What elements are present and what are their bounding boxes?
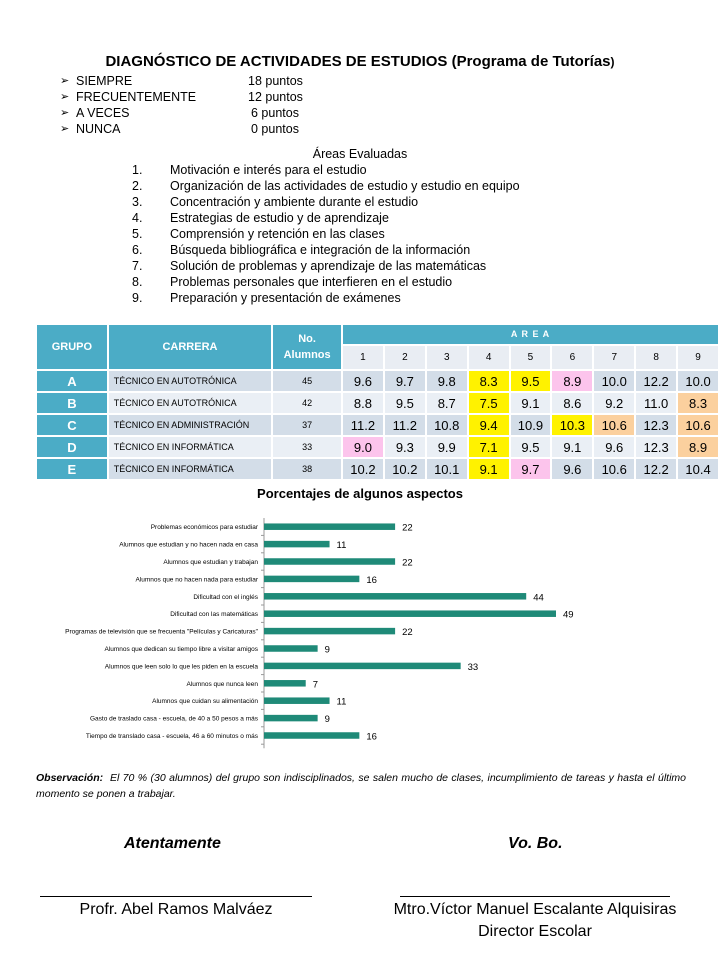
- category-label: Dificultad con las matemáticas: [170, 611, 258, 619]
- area-number-header: 7: [593, 345, 635, 370]
- area-score-cell: 10.6: [593, 458, 635, 480]
- area-number: 7.: [132, 259, 143, 273]
- category-label: Alumnos que nunca leen: [186, 680, 258, 688]
- bar: [264, 680, 306, 687]
- area-score-cell: 9.8: [426, 370, 468, 392]
- alumnos-cell: 38: [272, 458, 342, 480]
- area-text: Organización de las actividades de estudio y estudio en equipo: [170, 179, 520, 193]
- alumnos-cell: 42: [272, 392, 342, 414]
- area-score-cell: 9.7: [510, 458, 552, 480]
- value-label: 49: [563, 609, 574, 621]
- area-item: [132, 162, 520, 178]
- scale-label: A VECES: [76, 106, 130, 120]
- area-score-cell: 9.0: [342, 436, 384, 458]
- area-score-cell: 10.6: [677, 414, 719, 436]
- area-score-cell: 9.6: [342, 370, 384, 392]
- value-label: 16: [366, 574, 377, 586]
- value-label: 16: [366, 731, 377, 743]
- area-number: 2.: [132, 179, 143, 193]
- value-label: 22: [402, 627, 413, 639]
- bar-chart: [0, 512, 720, 752]
- area-number: 8.: [132, 275, 143, 289]
- bar: [264, 628, 395, 635]
- group-cell: D: [36, 436, 108, 458]
- area-score-cell: 10.0: [677, 370, 719, 392]
- arrow-bullet-icon: ➢: [60, 75, 70, 87]
- area-item: [132, 178, 520, 194]
- header-carrera: CARRERA: [108, 324, 272, 370]
- area-score-cell: 7.1: [468, 436, 510, 458]
- observation-text: El 70 % (30 alumnos) del grupo son indisciplinados, se salen mucho de clases, incumplimiento de tareas y hasta el último momento se ponen a trabajar.: [36, 772, 686, 800]
- area-score-cell: 10.0: [593, 370, 635, 392]
- table-row: [36, 414, 719, 436]
- area-text: Solución de problemas y aprendizaje de las matemáticas: [170, 259, 487, 273]
- header-area: A R E A: [342, 324, 719, 345]
- category-label: Problemas económicos para estudiar: [150, 524, 258, 532]
- arrow-bullet-icon: ➢: [60, 107, 70, 119]
- areas-heading: Áreas Evaluadas: [312, 147, 408, 161]
- area-score-cell: 8.6: [551, 392, 593, 414]
- alumnos-cell: 45: [272, 370, 342, 392]
- bar: [264, 576, 359, 583]
- area-number: 5.: [132, 227, 143, 241]
- results-table: [35, 323, 720, 481]
- area-score-cell: 9.3: [384, 436, 426, 458]
- carrera-cell: TÉCNICO EN AUTOTRÓNICA: [108, 370, 272, 392]
- area-text: Estrategias de estudio y de aprendizaje: [170, 211, 389, 225]
- scoring-scale: [60, 73, 303, 137]
- area-score-cell: 8.7: [426, 392, 468, 414]
- bar: [264, 541, 330, 548]
- area-score-cell: 8.3: [677, 392, 719, 414]
- area-score-cell: 9.7: [384, 370, 426, 392]
- scale-points: 18 puntos: [248, 74, 303, 88]
- area-score-cell: 9.6: [551, 458, 593, 480]
- area-number-header: 5: [510, 345, 552, 370]
- bar: [264, 715, 318, 722]
- area-score-cell: 9.2: [593, 392, 635, 414]
- signature-line-left: [40, 896, 312, 897]
- header-alumnos: [272, 324, 342, 370]
- scale-row: [60, 121, 303, 137]
- group-cell: A: [36, 370, 108, 392]
- observation-label: Observación:: [36, 772, 104, 784]
- header-alumnos-line1: No.: [298, 333, 316, 345]
- table-row: [36, 370, 719, 392]
- area-score-cell: 8.8: [342, 392, 384, 414]
- area-number-header: 3: [426, 345, 468, 370]
- title-close: ): [610, 55, 615, 69]
- value-label: 44: [533, 592, 544, 604]
- category-label: Gasto de traslado casa - escuela, de 40 a 50 pesos a más: [89, 715, 258, 723]
- area-score-cell: 9.5: [510, 436, 552, 458]
- carrera-cell: TÉCNICO EN ADMINISTRACIÓN: [108, 414, 272, 436]
- area-item: [132, 290, 520, 306]
- area-text: Búsqueda bibliográfica e integración de la información: [170, 243, 471, 257]
- group-cell: B: [36, 392, 108, 414]
- area-number: 4.: [132, 211, 143, 225]
- area-number: 6.: [132, 243, 143, 257]
- value-label: 33: [467, 661, 479, 673]
- area-number-header: 6: [551, 345, 593, 370]
- title-main: DIAGNÓSTICO DE ACTIVIDADES DE ESTUDIOS (Programa de Tutorías: [105, 53, 611, 70]
- area-score-cell: 10.1: [426, 458, 468, 480]
- area-text: Preparación y presentación de exámenes: [170, 291, 401, 305]
- alumnos-cell: 33: [272, 436, 342, 458]
- area-score-cell: 10.2: [384, 458, 426, 480]
- area-score-cell: 9.4: [468, 414, 510, 436]
- value-label: 11: [336, 540, 347, 552]
- area-number: 1.: [132, 163, 143, 177]
- value-label: 22: [402, 522, 413, 534]
- area-item: [132, 274, 520, 290]
- scale-row: [60, 73, 303, 89]
- category-label: Tiempo de translado casa - escuela, 46 a 60 minutos o más: [85, 733, 258, 740]
- alumnos-cell: 37: [272, 414, 342, 436]
- header-grupo: GRUPO: [36, 324, 108, 370]
- carrera-cell: TÉCNICO EN INFORMÁTICA: [108, 436, 272, 458]
- area-number: 3.: [132, 195, 143, 209]
- area-score-cell: 12.2: [635, 370, 677, 392]
- area-score-cell: 9.6: [593, 436, 635, 458]
- bar: [264, 523, 395, 530]
- area-score-cell: 9.1: [510, 392, 552, 414]
- value-label: 9: [324, 714, 330, 726]
- observation: [36, 770, 686, 802]
- category-label: Alumnos que estudian y no hacen nada en casa: [119, 541, 258, 549]
- bar: [264, 697, 330, 704]
- area-score-cell: 10.9: [510, 414, 552, 436]
- areas-list: [132, 162, 520, 306]
- bar: [264, 593, 526, 600]
- table-row: [36, 392, 719, 414]
- category-label: Alumnos que cuidan su alimentación: [152, 698, 258, 706]
- category-label: Alumnos que estudian y trabajan: [163, 559, 258, 566]
- value-label: 11: [336, 696, 347, 708]
- area-score-cell: 9.9: [426, 436, 468, 458]
- area-number-header: 1: [342, 345, 384, 370]
- area-text: Concentración y ambiente durante el estudio: [170, 195, 419, 209]
- bar: [264, 610, 556, 617]
- value-label: 9: [324, 644, 330, 656]
- scale-row: [60, 89, 303, 105]
- signer-right-name: Mtro.Víctor Manuel Escalante Alquisiras: [393, 901, 677, 918]
- category-label: Alumnos que no hacen nada para estudiar: [135, 576, 258, 584]
- area-score-cell: 12.2: [635, 458, 677, 480]
- scale-label: NUNCA: [76, 122, 121, 136]
- area-score-cell: 11.2: [384, 414, 426, 436]
- bar: [264, 558, 395, 565]
- area-score-cell: 9.1: [551, 436, 593, 458]
- bar: [264, 663, 461, 670]
- area-score-cell: 9.5: [510, 370, 552, 392]
- area-score-cell: 9.1: [468, 458, 510, 480]
- area-score-cell: 8.3: [468, 370, 510, 392]
- area-number-header: 9: [677, 345, 719, 370]
- area-score-cell: 12.3: [635, 414, 677, 436]
- closing-atentamente: Atentamente: [124, 835, 221, 852]
- area-item: [132, 194, 520, 210]
- scale-row: [60, 105, 303, 121]
- area-text: Comprensión y retención en las clases: [170, 227, 385, 241]
- area-score-cell: 11.0: [635, 392, 677, 414]
- group-cell: C: [36, 414, 108, 436]
- area-score-cell: 10.8: [426, 414, 468, 436]
- area-item: [132, 242, 520, 258]
- bar: [264, 645, 318, 652]
- category-label: Alumnos que dedican su tiempo libre a visitar amigos: [104, 646, 258, 653]
- area-number-header: 4: [468, 345, 510, 370]
- area-number-header: 8: [635, 345, 677, 370]
- area-score-cell: 10.2: [342, 458, 384, 480]
- area-score-cell: 9.5: [384, 392, 426, 414]
- signer-right-role: Director Escolar: [478, 923, 592, 940]
- area-score-cell: 8.9: [677, 436, 719, 458]
- category-label: Programas de televisión que se frecuenta "Películas y Caricaturas": [65, 628, 258, 636]
- area-score-cell: 10.4: [677, 458, 719, 480]
- arrow-bullet-icon: ➢: [60, 123, 70, 135]
- carrera-cell: TÉCNICO EN AUTOTRÓNICA: [108, 392, 272, 414]
- area-score-cell: 11.2: [342, 414, 384, 436]
- scale-label: FRECUENTEMENTE: [76, 90, 197, 104]
- area-item: [132, 210, 520, 226]
- bar: [264, 732, 359, 739]
- scale-points: 0 puntos: [251, 122, 299, 136]
- category-label: Alumnos que leen solo lo que les piden en la escuela: [104, 663, 258, 671]
- area-text: Motivación e interés para el estudio: [170, 163, 367, 177]
- header-alumnos-line2: Alumnos: [283, 349, 331, 361]
- category-label: Dificultad con el inglés: [193, 593, 258, 601]
- scale-points: 12 puntos: [248, 90, 303, 104]
- signer-left-name: Profr. Abel Ramos Malváez: [79, 901, 273, 918]
- closing-vobo: Vo. Bo.: [508, 835, 563, 852]
- arrow-bullet-icon: ➢: [60, 91, 70, 103]
- table-row: [36, 436, 719, 458]
- value-label: 7: [312, 679, 319, 691]
- area-text: Problemas personales que interfieren en el estudio: [170, 275, 453, 289]
- area-item: [132, 258, 520, 274]
- table-row: [36, 458, 719, 480]
- area-item: [132, 226, 520, 242]
- area-score-cell: 10.3: [551, 414, 593, 436]
- signature-line-right: [400, 896, 670, 897]
- scale-points: 6 puntos: [251, 106, 299, 120]
- value-label: 22: [402, 557, 413, 569]
- carrera-cell: TÉCNICO EN INFORMÁTICA: [108, 458, 272, 480]
- document-title: [0, 53, 720, 70]
- area-number: 9.: [132, 291, 143, 305]
- area-score-cell: 7.5: [468, 392, 510, 414]
- area-score-cell: 8.9: [551, 370, 593, 392]
- area-score-cell: 10.6: [593, 414, 635, 436]
- area-score-cell: 12.3: [635, 436, 677, 458]
- scale-label: SIEMPRE: [76, 74, 133, 88]
- area-number-header: 2: [384, 345, 426, 370]
- chart-title: Porcentajes de algunos aspectos: [257, 486, 463, 501]
- group-cell: E: [36, 458, 108, 480]
